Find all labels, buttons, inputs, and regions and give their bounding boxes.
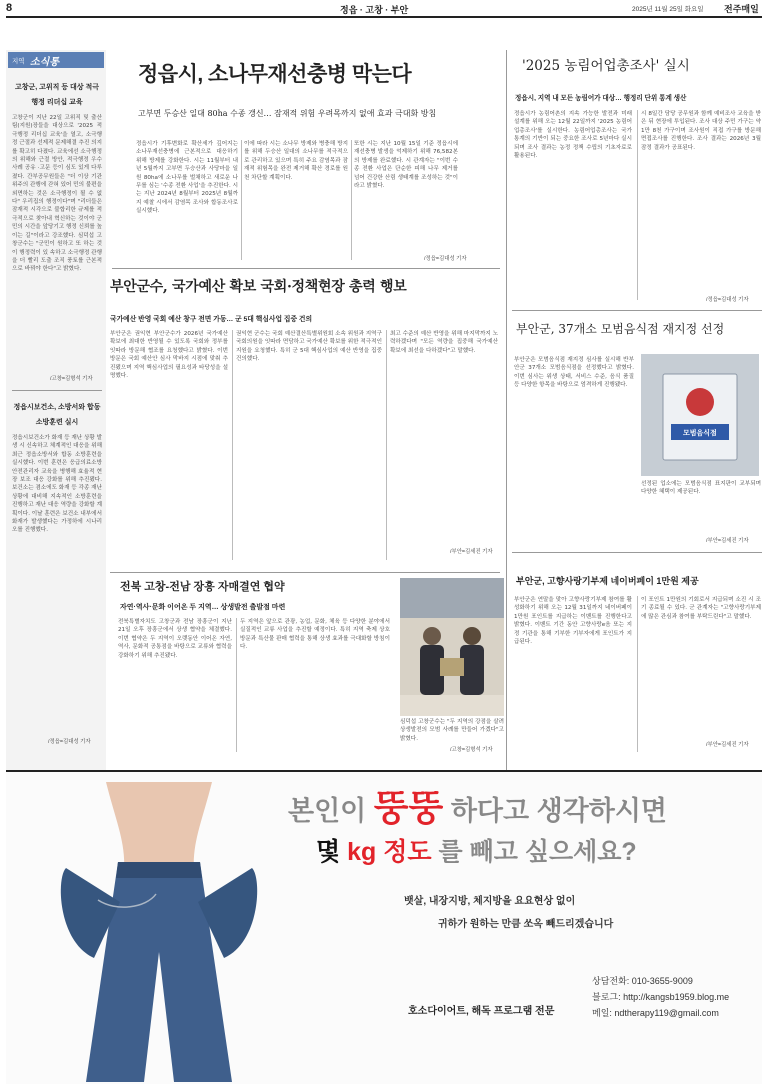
article5-subheadline: 자연·역사·문화 이어온 두 지역… 상생발전 출발점 마련 [120,604,286,611]
article2-headline: '2025 농림어업총조사' 실시 [522,58,690,74]
article6-col1: 부안군은 연말을 맞아 고향사랑기부제 참여를 활성화하기 위해 오는 12월 31일까지 네이버페이 1만원 포인트를 지급하는 이벤트를 진행한다고 밝혔다. 이벤트 기간 동안 고향사랑e음 또는 지정 기관을 통해 기부한 기부자에게 포인트가 지급된다. [514,597,632,646]
sidebar-item2-byline: /정읍=김대성 기자 [48,739,91,745]
sidebar-item1-headline: 고창군, 고위직 등 대상 적극행정 리더십 교육 [14,84,100,106]
ad-line1-c: 하다고 생각하시면 [450,796,668,826]
article3-col3: 최고 수준의 예산 반영을 위해 마지막까지 노력하겠다며 "모든 역량을 집중해 국가예산 확보에 최선을 다하겠다"고 말했다. [390,331,498,354]
page-number: 8 [6,2,13,14]
article1-col-sep1 [241,140,242,260]
ad-tagline2: 귀하가 원하는 만큼 쏘옥 빼드리겠습니다 [438,919,614,930]
article3-rule [110,572,500,573]
article5-photo [400,578,504,716]
article6-headline: 부안군, 고향사랑기부제 네이버페이 1만원 제공 [516,576,699,586]
article1-byline: /정읍=김대성 기자 [424,256,467,262]
article3-col1: 부안군은 권익현 부안군수가 2026년 국가예산 확보에 최대한 반영될 수 있도록 국회와 정부를 잇따라 방문해 협조를 요청했다고 밝혔다. 이번 방문은 국회 예산안 심사 막바지 시점에 맞춰 추진됐으며 지역 핵심사업의 필요성과 타당성을 설명했다. [110,331,228,380]
ad-email: 메일: ndtherapy119@gmail.com [592,1008,719,1018]
article4-rule [512,552,762,553]
article4-headline: 부안군, 37개소 모범음식점 재지정 선정 [516,322,725,336]
article1-headline: 정읍시, 소나무재선충병 막는다 [138,63,412,86]
ad-tagline1: 뱃살, 내장지방, 체지방을 요요현상 없이 [404,896,576,907]
article4-col2: 선정된 업소에는 모범음식점 표지판이 교부되며 다양한 혜택이 제공된다. [641,481,761,496]
ad-line2-a: 몇 [316,838,341,866]
right-column-separator [506,50,507,770]
article3-subheadline: 국가예산 반영 국회 예산 창구 전면 가동… 군 5대 핵심사업 집중 건의 [110,316,313,323]
article2-byline: /정읍=김대성 기자 [706,297,749,303]
ad-line1 [288,780,667,831]
article4-photo-label: 모범음식점 [683,430,717,437]
article6-col-sep [637,596,638,752]
article1-rule [112,268,500,269]
sidebar-item2-headline: 정읍시보건소, 소방서와 합동 소방훈련 실시 [13,404,101,426]
ad-blog: 블로그: http://kangsb1959.blog.me [592,992,730,1002]
paper-name: 전주매일 [724,4,759,14]
article2-col2: 시 8일간 담당 공무원과 함께 예비조사 교육을 받은 뒤 현장에 투입된다. 조사 대상 주민 가구는 약 1만 8천 가구이며 조사원이 직접 가구를 방문해 면접조사를 진행한다. 조사 결과는 2026년 3월 잠정 결과가 공표된다. [641,111,761,151]
ad-line2-c: 를 빼고 싶으세요? [438,838,637,866]
ad-line1-a: 본인이 [288,796,367,826]
signing-ceremony-photo [400,578,504,716]
article2-col-sep [637,110,638,300]
article4-byline: /부안=김세진 기자 [706,538,749,544]
advertisement [6,770,762,1084]
article1-col1: 정읍시가 기후변화로 확산세가 깊어지는 소나무재선충병에 근본적으로 대응하기 위해 방제를 강화한다. 시는 11월부터 내년 5월까지 고부면 두승산과 사당마을 일원 80ha에 소나무를 벌채하고 새로운 나무를 심는 '수종 전환 사업'을 추진한다. 시는 지난 2024년 8월부터 2025년 8월까지 예찰 시에서 감염목 조사와 합동조사로 실시했다. [136,141,238,215]
ad-brand: 호소다이어트, 해독 프로그램 전문 [408,1006,555,1017]
article3-byline: /부안=김세진 기자 [450,549,493,555]
article5-byline: /고창=김형석 기자 [450,747,493,753]
article1-subheadline: 고부면 두승산 일대 80ha 수종 갱신… 잠재적 위험 우려목까지 없애 효과 극대화 방침 [138,109,437,118]
issue-date: 2025년 11월 25일 화요일 [632,6,704,13]
article1-col-sep2 [351,140,352,260]
ad-line1-b: 뚱뚱 [373,787,444,828]
article5-col1: 전북특별자치도 고창군과 전남 장흥군이 지난 21일 오후 장흥군에서 상생 협약을 체결했다. 이번 협약은 두 지역이 오랫동안 이어온 자연, 역사, 문화적 공통점을 바탕으로 교류와 협력을 강화하기 위해 추진됐다. [118,619,232,659]
article6-byline: /부안=김세진 기자 [706,742,749,748]
sidebar-divider [12,390,102,391]
sidebar-badge-title: 소식통 [30,57,59,68]
sidebar-item1-body: 고창군이 지난 22일 고위직 및 출산팀(지원)장들을 대상으로 '2025 적극행정 리더십 교육'을 열고, 소극행정 근절과 선제적 문제해결 추진 의지를 확고히 다졌다. 교육에선 소극행정의 위해와 근절 방안, 적극행정 우수사례 공유 ·고문 등이 심도 있게 다루졌다. 간부공무원들은 "더 이상 기관 위주의 관행에 갇혀 있어 민의 불편을 외면하는 것은 소극행정이 될 수 없다" 우리집의 행정이다"며 "리더들은 잠재적 시각으로 불합리한 규제를 적극적으로 찾아내 혁신하는 것이야 군민의 시간을 앞당기고 행정 신뢰를 높이는 길"이라고 강조했다. 심덕섭 고창군수는 "군민이 원하고 또 하는 것이 행정력이 있 속하고 소극행정 관행을 더 빨리 도출 조직 풍토를 근본적으로 바꿔야 한다"고 밝혔다. [12,115,102,273]
article5-headline: 전북 고창-전남 장흥 자매결연 협약 [120,581,285,593]
article1-col2: 이에 따라 시는 소나무 방제와 병충해 방지를 위해 두승산 일대의 소나무를 적극적으로 관리하고 있으며 특히 주요 감염목과 잠재적 위험목을 완전 제거해 확산 경로를 원천 차단할 계획이다. [244,141,348,181]
article3-col-sep2 [386,330,387,560]
article4-photo [641,354,759,476]
sidebar-badge-region: 지역 [12,58,25,65]
article1-col3: 또한 시는 지난 10월 15일 기준 정읍시에 재선충병 발생을 억제하기 위해 76,582본의 방제를 완료했다. 시 관계자는 "이번 수종 전환 사업은 단순한 피해 나무 제거를 넘어 건강한 산림 생태계를 조성하는 것"이라고 밝혔다. [354,141,458,190]
sidebar-badge [8,52,104,68]
article2-subheadline: 정읍시, 지역 내 모든 농림어가 대상… 행정리 단위 통계 생산 [515,95,687,102]
article5-col3: 심덕섭 고창군수는 "두 지역의 강점을 살려 상생발전의 모범 사례를 만들어 가겠다"고 밝혔다. [400,719,504,742]
article3-col-sep1 [232,330,233,560]
article3-col2: 권익현 군수는 국회 예산결산특별위원회 소속 위원과 지역구 국회의원을 잇따라 면담하고 국가예산 확보를 위한 적극적인 지원을 요청했다. 특히 군 5대 핵심사업의 예산 반영을 집중 건의했다. [236,331,382,363]
ad-line2-b: kg 정도 [347,838,432,866]
jeans-figure-illustration [36,782,276,1082]
page-header [0,0,768,16]
article2-col1: 정읍시가 농림어촌의 지속 가능한 발전과 미래 설계를 위해 오는 12월 22일까지 '2025 농림어업총조사'를 실시한다. 농림어업총조사는 국가 통계의 기반이 되는 중요한 조사로 5년마다 실시되며 조사 결과는 농정 정책 수립의 기초자료로 활용된다. [514,111,632,160]
article2-rule [512,310,762,311]
article5-col-sep1 [236,618,237,752]
article5-col2: 두 지역은 앞으로 관광, 농업, 문화, 체육 등 다양한 분야에서 실질적인 교류 사업을 추진할 예정이다. 특히 지역 축제 상호 방문과 특산물 판매 협력을 통해 상생 효과를 극대화할 방침이다. [240,619,390,651]
header-rule [6,16,762,18]
article4-col1: 부안군은 모범음식점 재지정 심사를 실시해 반부안군 37개소 모범음식점을 선정했다고 밝혔다. 이번 심사는 위생 상태, 서비스 수준, 음식 품질 등 다양한 항목을 바탕으로 엄격하게 진행됐다. [514,357,634,389]
sidebar-item2-body: 정읍시보건소가 화재 등 재난 상황 발생 시 신속하고 체계적인 대응을 위해 최근 정읍소방서와 합동 소방훈련을 실시했다. 이번 훈련은 응급의료소방안전관리자 교육을 병행해 효율적 현장 보조 대응 강화를 위해 추진됐다. 보건소는 겸소에도 화재 등 각종 재난 상황에 대비해 지속적인 소방훈련을 진행하고 재난 대응 역량을 강화할 계획이다. 이날 훈련은 보건소 내부에서 화재가 발생했다는 가정하에 시나리오를 진행했다. [12,435,102,534]
article6-col2: 이 포인트 1만원의 기회로서 지급되며 소진 시 조기 종료될 수 있다. 군 관계자는 "고향사랑기부제에 많은 관심과 참여를 부탁드린다"고 말했다. [641,597,761,620]
section-name: 정읍 · 고창 · 부안 [340,5,409,15]
storefront-sign-photo [641,354,759,476]
ad-line2 [316,832,637,868]
sidebar-item1-byline: /고창=김형석 기자 [50,376,93,382]
article3-headline: 부안군수, 국가예산 확보 국회·정책현장 총력 행보 [110,279,407,295]
ad-phone: 상담전화: 010-3655-9009 [592,976,693,986]
